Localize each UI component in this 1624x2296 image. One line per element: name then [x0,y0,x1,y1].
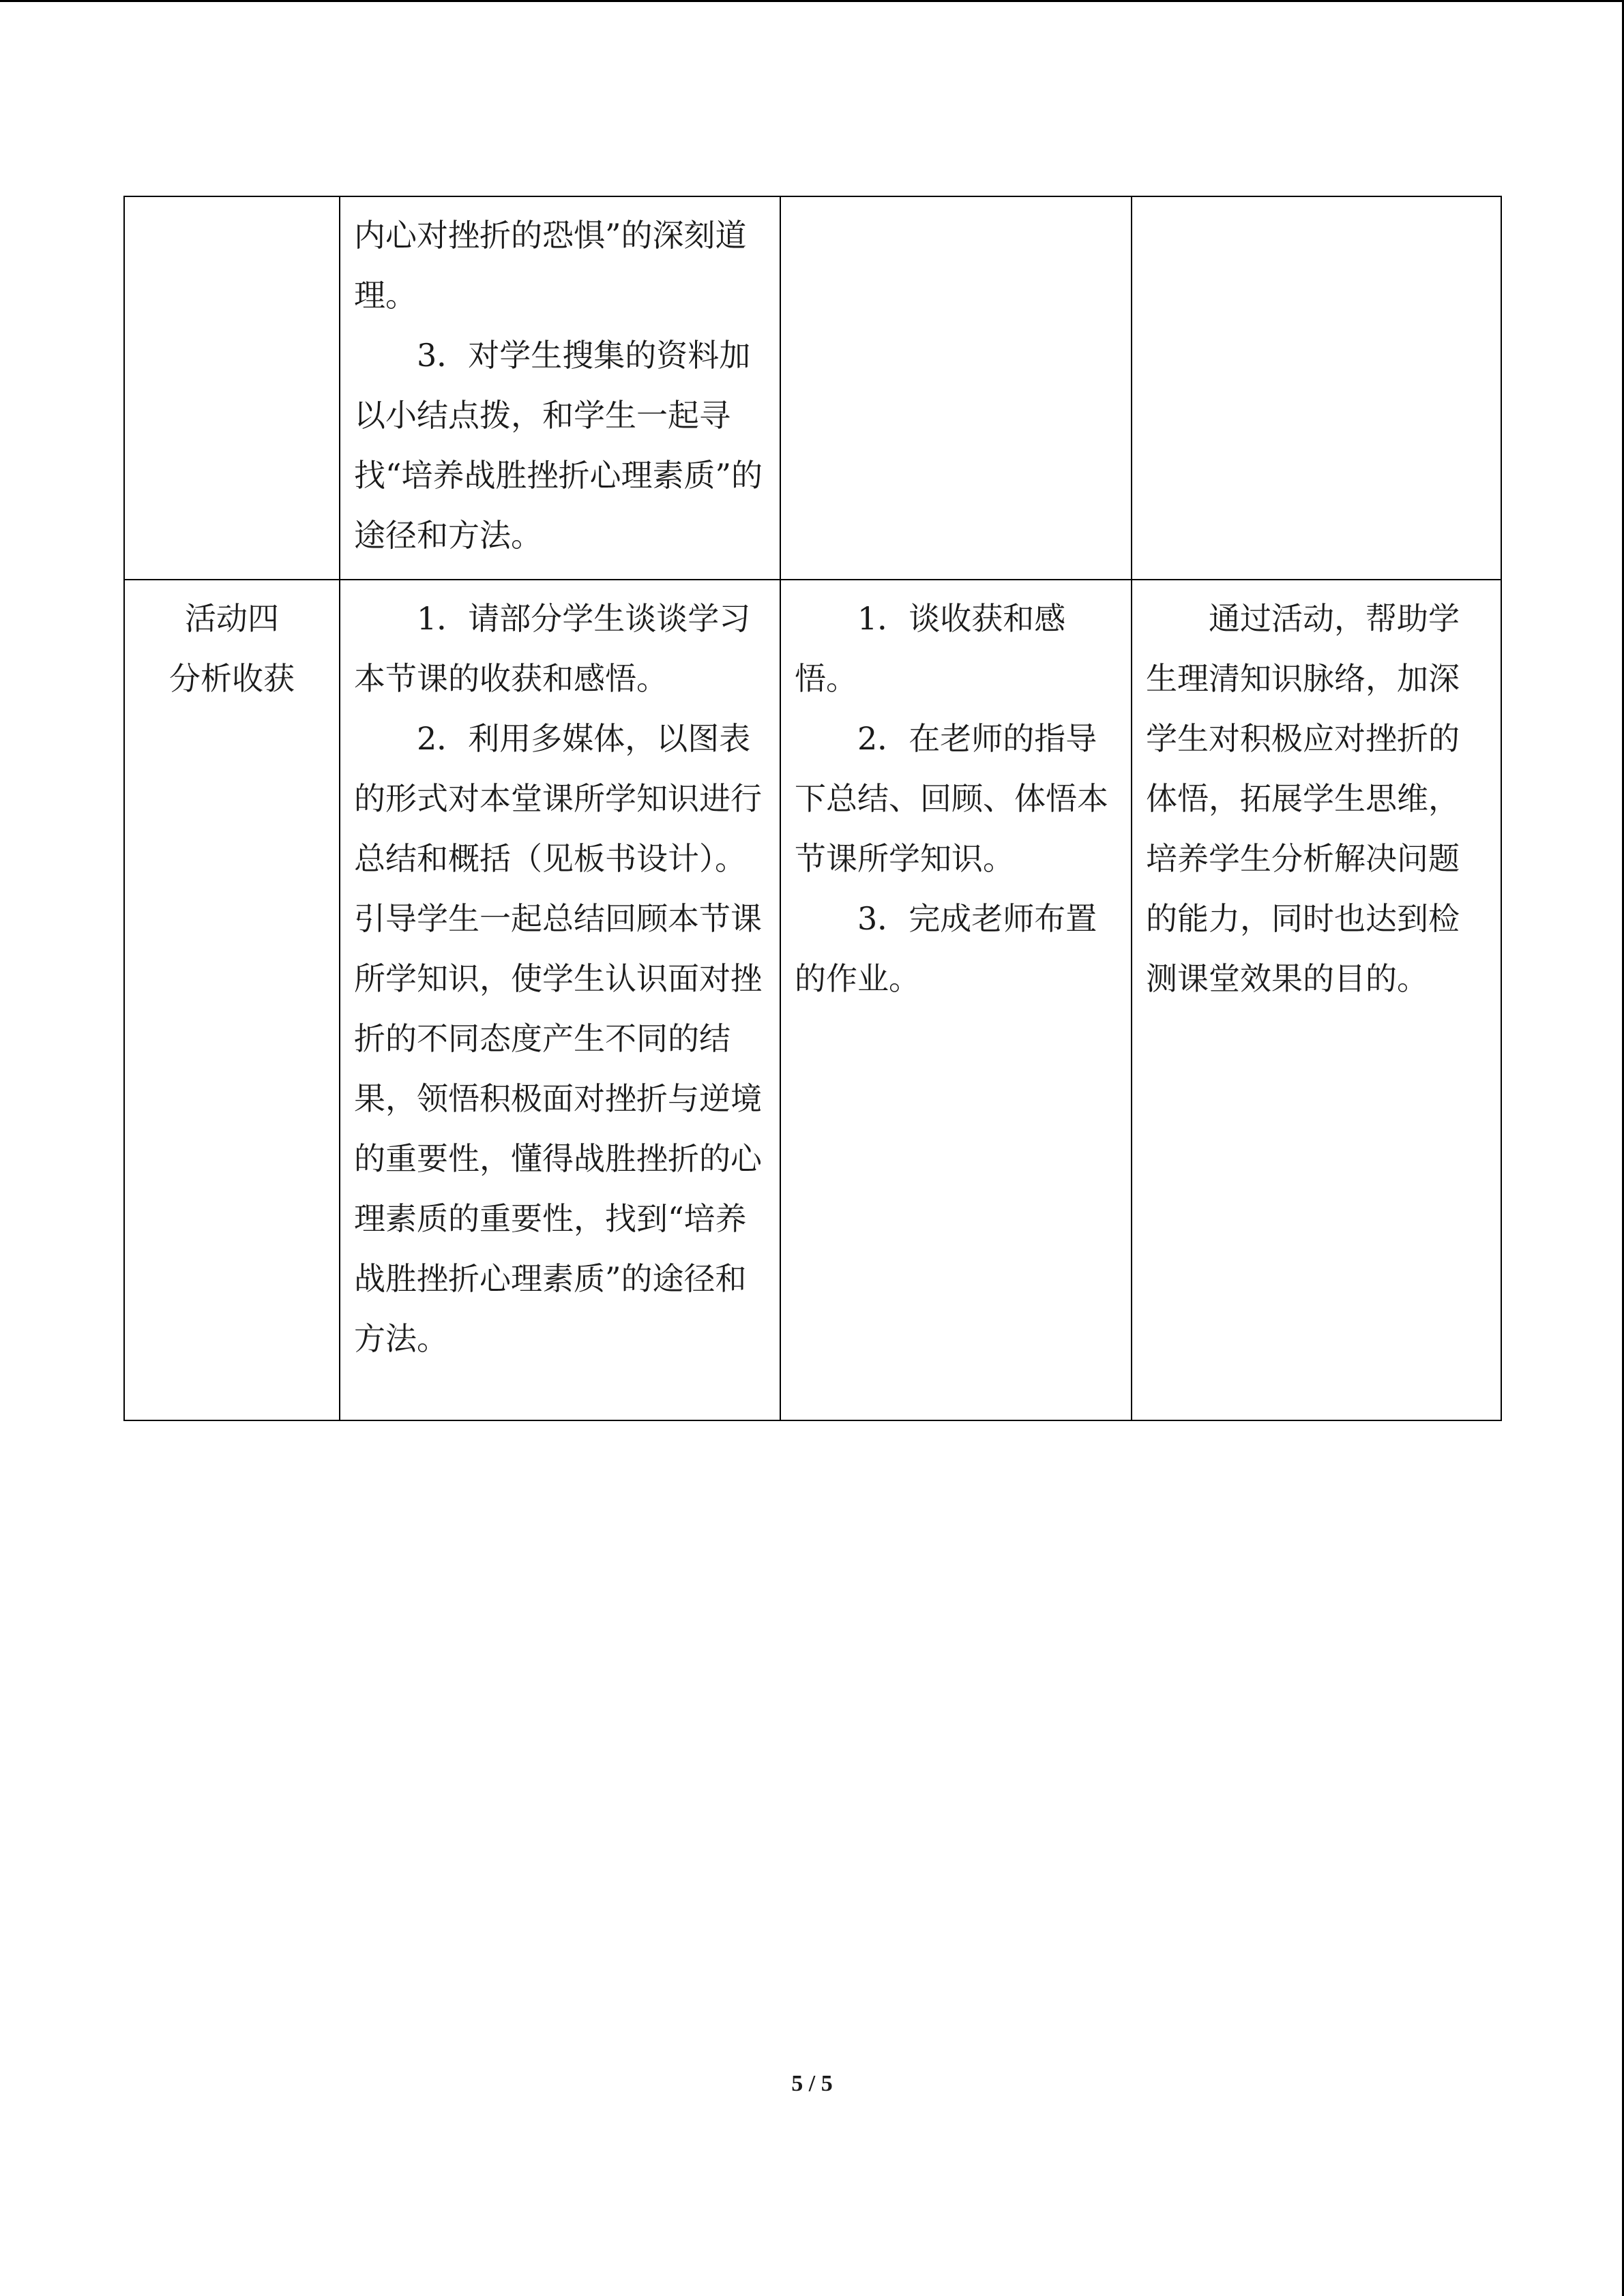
activity-cell [124,196,340,580]
teacher-activity-cell [340,580,780,1420]
teacher-paragraph: 2．利用多媒体，以图表的形式对本堂课所学知识进行总结和概括（见板书设计）。引导学生一起总结回顾本节课所学知识，使学生认识面对挫折的不同态度产生不同的结果，领悟积极面对挫折与逆境的重要性，懂得战胜挫折的心理素质的重要性，找到“培养战胜挫折心理素质”的途径和方法。 [354,720,762,1357]
teacher-activity-cell [340,196,780,580]
purpose-paragraph: 通过活动，帮助学生理清知识脉络，加深学生对积极应对挫折的体悟，拓展学生思维，培养学生分析解决问题的能力，同时也达到检测课堂效果的目的。 [1146,600,1460,997]
design-purpose-cell [1132,196,1501,580]
teacher-paragraph: 内心对挫折的恐惧”的深刻道理。 [354,217,747,314]
table-row [124,196,1501,580]
activity-title: 分析收获 [169,660,295,697]
activity-number: 活动四 [185,600,279,637]
student-activity-cell [780,196,1132,580]
table-row [124,580,1501,1420]
lesson-plan-table [123,196,1502,1421]
student-paragraph: 2．在老师的指导下总结、回顾、体悟本节课所学知识。 [795,720,1108,877]
design-purpose-cell [1132,580,1501,1420]
page-number: 5 / 5 [791,2071,833,2096]
student-paragraph: 3．完成老师布置的作业。 [795,900,1097,997]
student-activity-cell [780,580,1132,1420]
student-paragraph: 1．谈收获和感悟。 [795,600,1066,697]
activity-cell [124,580,340,1420]
teacher-paragraph: 3．对学生搜集的资料加以小结点拨，和学生一起寻找“培养战胜挫折心理素质”的途径和方法。 [354,337,763,554]
teacher-paragraph: 1．请部分学生谈谈学习本节课的收获和感悟。 [354,600,751,697]
